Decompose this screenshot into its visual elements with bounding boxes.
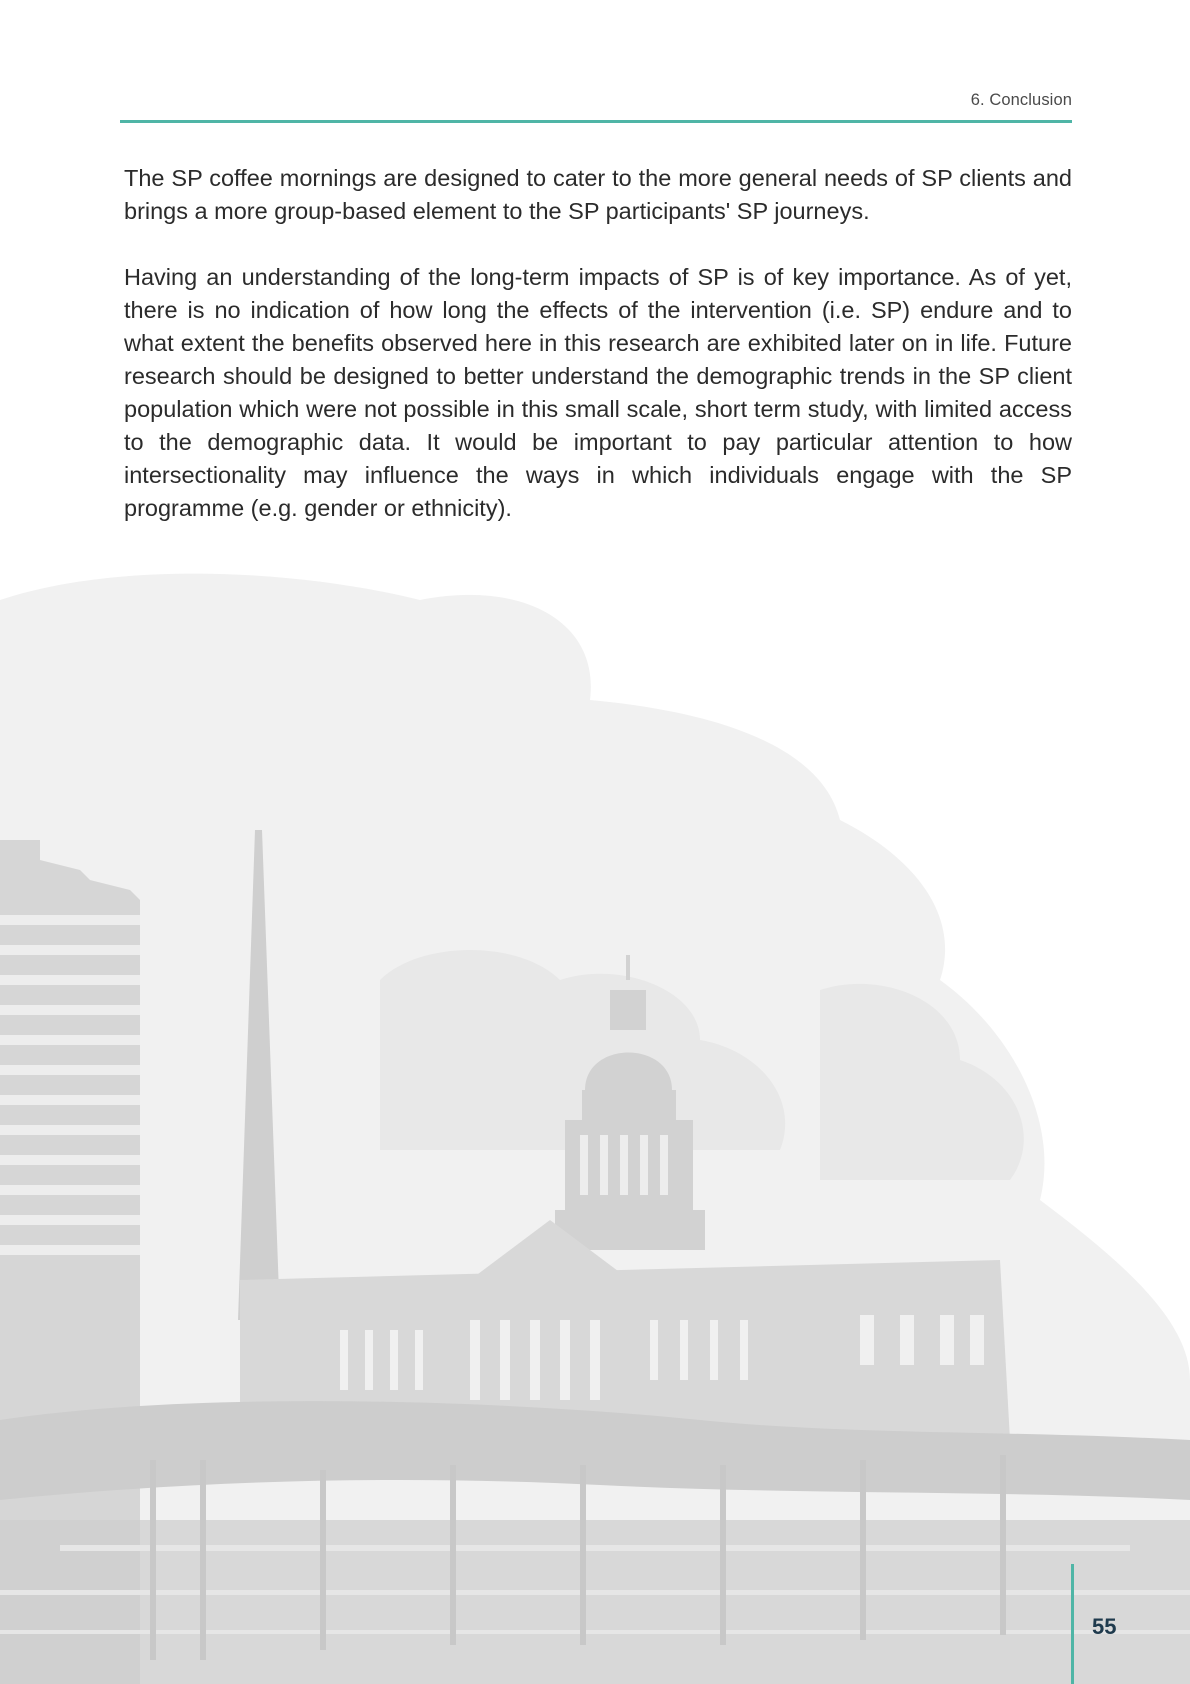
body-paragraph-1: The SP coffee mornings are designed to cater to the more general needs of SP clients and brings a more group-based element to the SP participants' SP journeys. bbox=[124, 165, 1072, 224]
section-label: 6. Conclusion bbox=[970, 91, 1072, 109]
page-number-accent-bar bbox=[1071, 1564, 1074, 1684]
body-paragraph-2: Having an understanding of the long-term impacts of SP is of key importance. As of yet, there is no indication of how long the effects of the intervention (i.e. SP) endure and to what extent the benefits observed here in this research are exhibited later on in life. Future research should be designed to better understand the demographic trends in the SP client population which were not possible in this small scale, short term study, with limited access to the demographic data. It would be important to pay particular attention to how intersectionality may influence the ways in which individuals engage with the SP programme (e.g. gender or ethnicity). bbox=[124, 264, 1072, 521]
page-number: 55 bbox=[1092, 1614, 1117, 1639]
page-header bbox=[120, 90, 1072, 123]
city-skyline-illustration bbox=[0, 560, 1190, 1684]
